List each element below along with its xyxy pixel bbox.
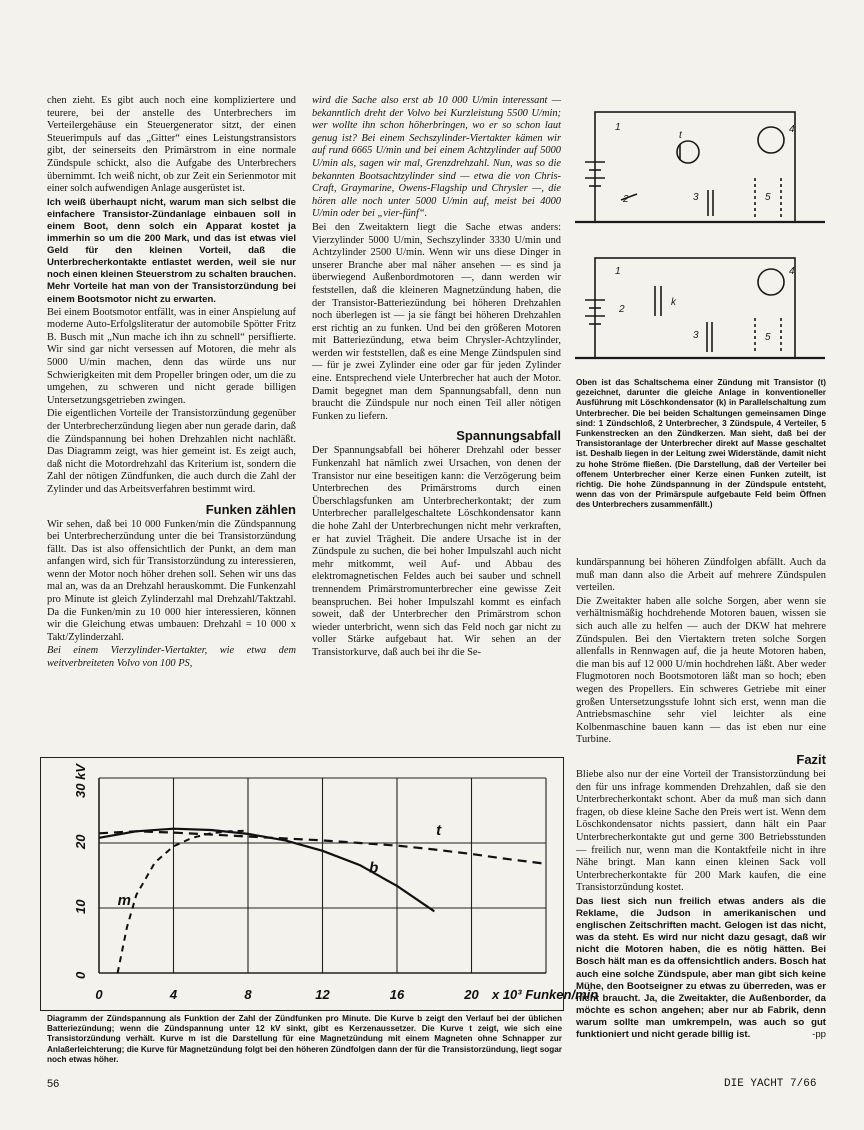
label-2: 2 <box>623 194 629 205</box>
x-tick-label: 0 <box>95 987 103 1002</box>
x-tick-label: 12 <box>315 987 330 1002</box>
paragraph: chen zieht. Es gibt auch noch eine kompliziertere und teurere, bei der anstelle des Unterbrechers im Verteilergehäuse ein Steuergenerator sitzt, der einen Steuerimpuls auf das „Gitter“ eines Leistungstransistors gibt, der seinerseits den Primärstrom in eine normale Zündspule schickt, also die Aufgabe des Unterbrechers übernimmt. Ich weiß nicht, ob zur Zeit ein Serienmotor mit einer solch aufwendigen Anlage ausgerüstet ist. <box>47 95 296 195</box>
label-3: 3 <box>693 330 699 341</box>
voltage-diagram-frame <box>40 757 599 1011</box>
x-tick-label: 4 <box>169 987 178 1002</box>
signature: -pp <box>812 1028 826 1040</box>
column-3-upper <box>576 557 826 755</box>
circuit-schematics <box>575 100 830 372</box>
paragraph: Wir sehen, daß bei 10 000 Funken/min die Zündspannung bei Unterbrecherzündung unter die bei Transistorzündung fällt. Das ist also offensichtlich der Punkt, an dem man anfangen wird, sich für Transistorzündung zu interessieren, wenn der Motor noch höher drehen soll. Sehen wir uns das mal an, was da an Drehzahl herauskommt. Die Funkenzahl pro Minute ist gleich Zylinderzahl mal Drehzahl/Taktzahl. Da die Funken/min zu 10 000 hier interessieren, können wir die Gleichung etwas umbauen: Drehzahl = 10 000 x Takt/Zylinderzahl. <box>47 518 296 643</box>
label-5: 5 <box>765 332 771 343</box>
label-2: 2 <box>619 304 625 315</box>
x-tick-label: 20 <box>464 987 479 1002</box>
italic-paragraph: Bei einem Vierzylinder-Viertakter, wie etwa dem weitverbreiteten Volvo von 100 PS, <box>47 645 296 670</box>
y-tick-label: 0 <box>73 971 88 979</box>
curve-label-m: m <box>117 891 131 909</box>
paragraph: Bei den Zweitaktern liegt die Sache etwas anders: Vierzylinder 5000 U/min, Sechszylinder 3330 U/min und Achtzylinder 2500 U/min. Wenn wir uns diese Dinger in unserer Branche aber mal näher ansehen — es sind ja überwiegend Außenbordmotoren —, dann werden wir feststellen, daß die kleineren Magnetzündung haben, die der Transistor-Batteriezündung bei höheren Drehzahlen noch überlegen ist — ja sie fängt bei höheren Drehzahlen erst richtig an zu funken. Und bei den größeren Motoren mit Batteriezündung, etwa beim Chrysler-Achtzylinder, werden wir feststellen, daß es eine Menge Zündspulen sind — für je zwei Zylinder eine oder gar für jeden Zylinder eine. Entsprechend viele Unterbrecher hat auch der Motor. Damit begegnet man dem Spannungsabfall, denn nun braucht die Zündspule nur noch einen Teil aller nötigen Funken zu liefern. <box>312 221 561 422</box>
distributor-symbol <box>758 127 784 153</box>
paragraph: Bliebe also nur der eine Vorteil der Transistorzündung bei den für uns infrage kommenden Drehzahlen, daß sie den Unterbrecherkontakt schont. Aber da muß man sich dann fragen, ob diese kleine Sache den Preis wert ist. Wenn dem Löschkondensator nichts passiert, dann hält ein Paar Unterbrecherkontakte gut und gerne 300 Betriebsstunden — freilich nur, wenn man die Kontaktfeile nicht in ihre Nähe bringt. Man kann einen kleinen Sack voll Unterbrecherkontakte für 200 Mark kaufen, die eine Transistorzündung kostet. <box>576 769 826 894</box>
label-5: 5 <box>765 192 771 203</box>
bold-paragraph-text: Das liest sich nun freilich etwas anders als die Reklame, die Judson in amerikanischen und englischen Zeitschriften macht. Gelogen ist das nicht, was da steht. Es wird nur nicht dazu gesagt, daß wir nicht die Motoren haben, die es nötig hätten. Bei Bosch hält man es da offensichtlich anders. Bosch hat auch eine solche Zündspule, aber man gibt sich keine Mühe, den Bootseigner zu etwas zu überreden, was er nicht braucht. Ja, die Zweitakter, die Außenborder, da möchte es schon angehen; aber nur ab Fabrik, denn warum sollte man umkrempeln, was auch so gut funktioniert und nicht gerade billig ist. <box>576 895 826 1040</box>
y-tick-label: 20 <box>73 834 88 849</box>
distributor-symbol <box>758 269 784 295</box>
label-4: 4 <box>789 124 795 135</box>
section-heading-fazit: Fazit <box>796 752 826 767</box>
wire-loop <box>595 258 795 358</box>
series-line-m <box>118 831 248 973</box>
circuit-caption: Oben ist das Schaltschema einer Zündung mit Transistor (t) gezeichnet, darunter die gleiche Anlage in konventioneller Ausführung mit Löschkondensator (k) in Parallelschaltung zum Unterbrecher. Die bei beiden Schaltungen gemeinsamen Dinge sind: 1 Zündschloß, 2 Unterbrecher, 3 Zündspule, 4 Verteiler, 5 Funkenstrecken an den Zündkerzen. Man sieht, daß bei der Transistoranlage der Unterbrecher direkt auf Masse geschaltet ist. Deshalb liegen in der Leitung zwei Widerstände, damit nicht zu hohe Ströme fließen. (Die Darstellung, daß der Verteiler bei offenem Unterbrecher einer Kerze einen Funken zuteilt, ist richtig. Die hohe Zündspannung in der Zündspule entsteht, wenn das von der Primärspule aufgebaute Feld beim Öffnen des Unterbrechers zusammenfällt.) <box>576 378 826 510</box>
y-tick-label: 10 <box>73 899 88 914</box>
diagram-caption: Diagramm der Zündspannung als Funktion der Zahl der Zündfunken pro Minute. Die Kurve b zeigt den Verlauf bei der üblichen Batteriezündung; wenn die Zündspannung unter 12 kV sinkt, gibt es Kerzenaussetzer. Die Kurve t zeigt, wie sich eine Transistorzündung verhält. Kurve m ist die Darstellung für eine Magnetzündung mit einem Magneten ohne Schnapper zur Anlaßerleichterung; die Kurve für Magnetzündung folgt bei den höheren Zündfolgen dann der für die Transistorzündung, liegt sogar noch etwas höher. <box>47 1014 562 1064</box>
curve-label-t: t <box>436 822 442 840</box>
x-tick-label: 16 <box>389 987 405 1002</box>
paragraph: Der Spannungsabfall bei höherer Drehzahl oder besser Funkenzahl hat nämlich zwei Ursachen, von denen der Transistor nur eine beseitigen kann: die Verzögerung beim Unterbrechen des Primärstroms durch einen Überschlagsfunken am Unterbrecherkontakt; der zum Unterbrecher parallelgeschaltete Löschkondensator kann die hohe Zahl der Unterbrechungen nicht mehr verkraften, er hat zuviel Trägheit. Die andere Ursache ist in der Zündspule zu suchen, die bei hoher Impulszahl auch nicht mehr mitkommt, weil Auf- und Abbau des elektromagnetischen Feldes auch bei sauber und schnell trennendem Primärstromunterbrecher eine gewisse Zeit beanspruchen. Bei hoher Impulszahl kommt es einfach soweit, daß der Unterbrecher den Primärstrom schon wieder unterbricht, wenn sich das Feld noch gar nicht zu voller Stärke aufgebaut hat. Wir sehen an der Transistorkurve, daß auch bei ihr die Se- <box>312 445 561 658</box>
label-1: 1 <box>615 266 621 277</box>
curve-label-b: b <box>369 859 379 877</box>
column-2 <box>312 95 561 755</box>
series-line-b <box>99 829 434 912</box>
bold-paragraph <box>576 896 826 1041</box>
paragraph: kundärspannung bei höheren Zündfolgen abfällt. Auch da muß man dann also die Arbeit auf mehrere Zündspulen verteilen. <box>576 557 826 594</box>
voltage-diagram <box>41 758 599 1010</box>
section-heading-funken-zaehlen: Funken zählen <box>205 501 296 517</box>
column-1 <box>47 95 296 755</box>
label-k: k <box>671 297 676 308</box>
label-4: 4 <box>789 266 795 277</box>
column-3-lower <box>576 752 826 1087</box>
italic-paragraph: wird die Sache also erst ab 10 000 U/min interessant — bekanntlich dreht der Volvo bei Kurzleistung 5500 U/min; wer wollte ihn schon höherbringen, wo er so schon laut genug ist? Bei einem Sechszylinder-Viertakter kämen wir auf rund 6665 U/min und bei einem Achtzylinder auf 5000 U/min als, sagen wir mal, Grenzdrehzahl. Nun, was so die bekannten Bootsachtzylinder sind — etwa die von Chris-Craft, Graymarine, Owens-Flagship und Chrysler —, die hören alle noch unter 5000 U/min auf, meist bei 4000 U/min oder bei „vier-fünf“. <box>312 95 561 220</box>
label-1: 1 <box>615 122 621 133</box>
label-3: 3 <box>693 192 699 203</box>
y-unit-label: 30 kV <box>73 764 88 798</box>
label-t: t <box>679 130 682 141</box>
x-tick-label: 8 <box>244 987 252 1002</box>
paragraph: Die Zweitakter haben alle solche Sorgen, aber wenn sie verhältnismäßig hochdrehende Motoren bauen, wissen sie sich auch alle zu helfen — auch der DKW hat mehrere Zündspulen. Bei den Viertaktern treten solche Sorgen allenfalls in Rennwagen auf, die ja heute Motoren haben, die man bis auf 12 000 U/min hochdrehen läßt. Aber weder Flugmotoren noch Bootsmotoren läßt man so hoch; eben wegen des Propellers. Ein schweres Getriebe mit einer großen Untersetzungsstufe lohnt sich erst, wenn man die Antriebsmaschine sehr viel leichter als eine Kolbenmaschine bauen kann — das ist eben nur eine Turbine. <box>576 595 826 746</box>
section-heading-spannungsabfall: Spannungsabfall <box>456 428 561 444</box>
paragraph: Bei einem Bootsmotor entfällt, was in einer Anspielung auf moderne Auto-Erfolgsliteratur der automobile Spötter Fritz B. Busch mit „Nun mache ich ihn zu schnell“ persiflierte. Wir sind gar nicht versessen auf Motoren, die mehr als 5000 U/min machen, denn das würde uns nur Schwierigkeiten mit dem Propeller bringen oder, um die zu umgehen, zu schweren und nicht gerade billigen Untersetzungsgetrieben zwingen. <box>47 306 296 406</box>
bold-paragraph: Ich weiß überhaupt nicht, warum man sich selbst die einfachere Transistor-Zündanlage einbauen soll in einem Boot, denn solch ein Apparat kostet ja immerhin so um die 200 Mark, und das ist etwas viel Geld für den kleinen Vorteil, daß die Unterbrecherkontakte entlastet werden, weil sie nur noch einen kleinen Steuerstrom zu schalten brauchen. Mehr Vorteile hat man von der Transistorzündung bei einem Bootsmotor nicht zu erwarten. <box>47 196 296 305</box>
paragraph: Die eigentlichen Vorteile der Transistorzündung gegenüber der Unterbrecherzündung liegen aber nun gerade darin, daß die Zündspannung bei hohen Drehzahlen nicht nachläßt. Das Diagramm zeigt, was hier gemeint ist. Es zeigt auch, daß nicht die Motordrehzahl das Kriterium ist, sondern die Zahl der nötigen Zündfunken, die auch durch die Zahl der Zylinder und das Arbeitsverfahren bestimmt wird. <box>47 408 296 495</box>
magazine-issue: DIE YACHT 7/66 <box>724 1078 817 1090</box>
labels <box>73 763 598 1002</box>
x-unit-label: x 10³ Funken/min <box>491 987 599 1002</box>
grid <box>99 778 546 973</box>
page-number: 56 <box>47 1078 60 1090</box>
